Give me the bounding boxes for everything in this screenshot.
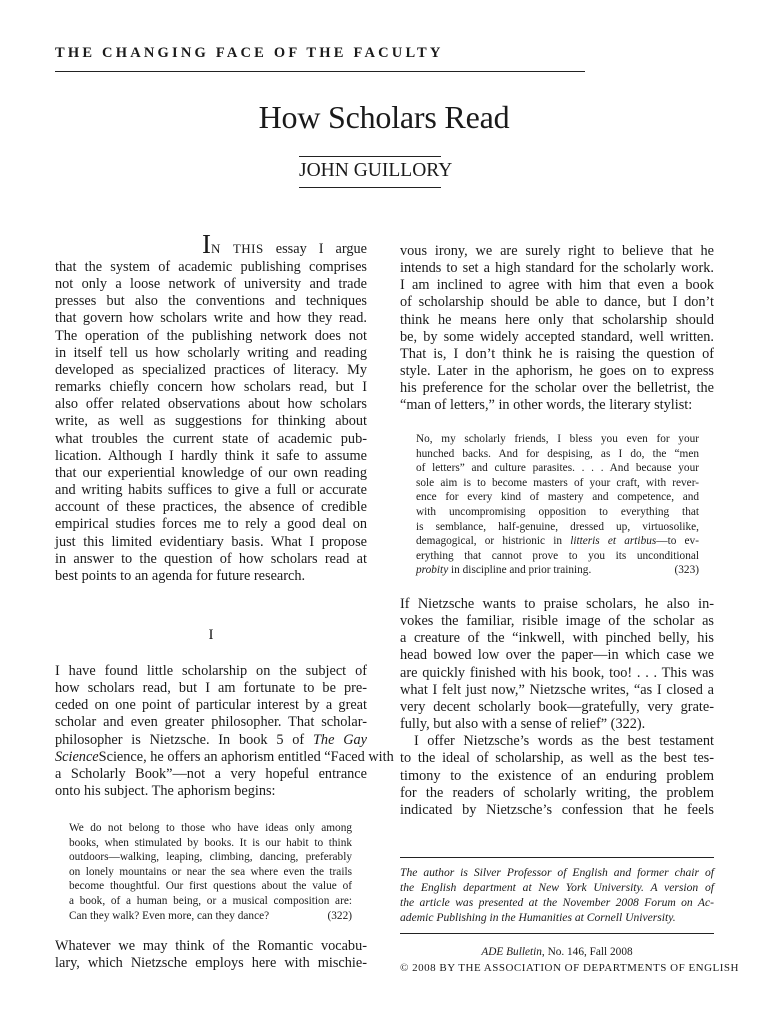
right-bottom-paragraph [400, 596, 714, 819]
paragraph-line: best points to an agenda for future research. [55, 567, 306, 584]
paragraph-line: lication. Although I hardly think it safe to assume [55, 447, 367, 464]
paragraph-line: be, by some widely accepted standard, well written. [400, 328, 714, 345]
intro-first-line [202, 229, 367, 259]
paragraph-line: a Scholarly Book”—not a very hopeful entrance [55, 765, 367, 782]
quote-line: a book, of a human being, or a musical composition are: [69, 894, 352, 907]
quote-line-text: —to ev- [656, 535, 699, 548]
quote-line: sole aim is to become masters of your craft, with rever- [416, 476, 699, 489]
paragraph-line: not only a loose network of university and trade [55, 276, 367, 293]
quote-line: outdoors—walking, leaping, climbing, dancing, preferably [69, 851, 352, 864]
footnote-line: ademic Publishing in the Humanities at Cornell University. [400, 911, 676, 924]
header-rule [55, 71, 585, 72]
paragraph-line: in itself tell us how scholarly writing and reading [55, 344, 367, 361]
paragraph-line: Whatever we may think of the Romantic vocabu- [55, 938, 367, 954]
quote-line-text: in discipline and prior training. [448, 564, 592, 577]
paragraph-line: are quickly finished with his book, too! . . . This was [400, 664, 714, 681]
paragraph-line: head bowed low over the paper—in which case we [400, 647, 714, 664]
paragraph-line: account of these practices, the absence of credible [55, 499, 367, 516]
intro-smallcaps: N THIS [211, 241, 264, 256]
paragraph-line: of scholarship should be able to dance, but I don’t [400, 294, 714, 311]
quote-page-number: (323) [674, 564, 699, 577]
paragraph-line: presses but also the conventions and techniques [55, 293, 367, 310]
quote-line-text: Can they walk? Even more, can they dance? [69, 909, 270, 922]
paragraph-line: that govern how scholars write and how they read. [55, 310, 367, 327]
paragraph-line: think he means here only that scholarship should [400, 311, 714, 328]
paragraph-line: style. Later in the aphorism, he goes on to express [400, 363, 714, 380]
paragraph-line: empirical studies forces me to rely a good deal on [55, 516, 367, 533]
quote-line: become thoughtful. Our first questions about the value of [69, 880, 352, 893]
footnote-line: the English department at New York University. A version of [400, 881, 714, 894]
quote-line [416, 534, 699, 549]
paragraph-line: what I felt just now,” Nietzsche writes, “as I closed a [400, 681, 714, 698]
paragraph-line: remarks chiefly concern how scholars read, but I [55, 379, 367, 396]
right-top-paragraph [400, 243, 714, 415]
italic-word: probity [416, 564, 449, 577]
paragraph-line: just this limited evidentiary basis. What I propose [55, 533, 367, 550]
block-quote [69, 821, 352, 923]
quote-line-text: demagogical, or histrionic in [416, 535, 571, 548]
paragraph-line: The operation of the publishing network does not [55, 327, 367, 344]
paragraph-line: write, as well as suggestions for thinking about [55, 413, 367, 430]
paragraph-line: in answer to the question of how scholars read at [55, 550, 367, 567]
copyright-line: © 2008 BY THE ASSOCIATION OF DEPARTMENTS OF ENGLISH [400, 962, 739, 974]
paragraph-line: “man of letters,” in other words, the literary stylist: [400, 397, 693, 414]
quote-line: is semblance, half-genuine, dressed up, virtuosolike, [416, 520, 699, 533]
section-paragraph [55, 663, 394, 800]
journal-name: ADE Bulletin [481, 946, 542, 958]
paragraph-line: ceded on one point of particular interest by a great [55, 697, 367, 714]
paragraph-line: vokes the familiar, risible image of the scholar as [400, 613, 714, 630]
paragraph-line: I have found little scholarship on the subject of [55, 663, 367, 679]
paragraph-line: to the ideal of scholarship, as well as the best tes- [400, 750, 714, 767]
drop-cap: I [202, 229, 211, 259]
footnote-line: the article was presented at the November 2008 Forum on Ac- [400, 896, 714, 909]
quote-line: on lonely mountains or near the sea where even the trails [69, 865, 352, 878]
quote-line [69, 909, 352, 924]
footnote-rule [400, 933, 714, 934]
paragraph-line: lary, which Nietzsche employs here with mischie- [55, 955, 367, 972]
quote-line: ence for every kind of mastery and competence, and [416, 491, 699, 504]
footnote-rule [400, 857, 714, 858]
quote-line: of letters” and culture parasites. . . . And because your [416, 462, 699, 475]
author-footnote [400, 865, 714, 925]
quote-line: erything that cannot prove to you its unconditional [416, 549, 699, 562]
paragraph-line: vous irony, we are surely right to believe that he [400, 243, 714, 259]
journal-issue: , No. 146, Fall 2008 [541, 946, 633, 958]
intro-first-rest: essay I argue [263, 241, 367, 257]
paragraph-line: that the system of academic publishing comprises [55, 259, 367, 275]
block-quote [416, 432, 699, 578]
paragraph-line: scholar and even greater philosopher. That scholar- [55, 714, 367, 731]
paragraph-line: That is, I don’t think he is raising the question of [400, 345, 714, 362]
paragraph-line: how scholars read, but I am fortunate to be pre- [55, 680, 367, 697]
paragraph-line: fully, but also with a sense of relief” (322). [400, 716, 646, 733]
paragraph-line [55, 748, 394, 766]
paragraph-line: very decent scholarly book—gratefully, very grate- [400, 698, 714, 715]
paragraph-line: that our experiential knowledge of our own reading [55, 464, 367, 481]
quote-page-number: (322) [327, 909, 352, 922]
paragraph-line: I am inclined to agree with him that even a book [400, 277, 714, 294]
paragraph-line: I offer Nietzsche’s words as the best testament [414, 733, 714, 750]
paragraph-line: what troubles the current state of academic pub- [55, 430, 367, 447]
paragraph-line: intends to set a high standard for the scholarly work. [400, 260, 714, 277]
paragraph-line [55, 732, 367, 749]
paragraph-line: indicated by Nietzsche’s confession that he feels [400, 801, 714, 818]
intro-paragraph [55, 259, 367, 585]
paragraph-line: a creature of the “inkwell, with pinched belly, his [400, 630, 714, 647]
paragraph-line: If Nietzsche wants to praise scholars, he also in- [400, 596, 714, 612]
quote-line: No, my scholarly friends, I bless you even for your [416, 433, 699, 445]
article-title: How Scholars Read [258, 99, 510, 135]
paragraph-line: and writing habits suffices to give a full or accurate [55, 482, 367, 499]
book-title: Science [55, 748, 99, 765]
paragraph-line: also offer related observations about how scholars [55, 396, 367, 413]
journal-citation [400, 946, 714, 958]
paragraph-line-text: Science, he offers an aphorism entitled “Faced with [98, 748, 394, 765]
quote-line [416, 563, 699, 578]
quote-line: with uncompromising opposition to everything that [416, 505, 699, 518]
book-title: The Gay [312, 731, 368, 748]
paragraph-line-text: philosopher is Nietzsche. In book 5 of [55, 731, 313, 748]
article-author: JOHN GUILLORY [299, 156, 441, 188]
paragraph-line: onto his subject. The aphorism begins: [55, 783, 276, 800]
paragraph-line: developed as specialized practices of literacy. My [55, 361, 367, 378]
paragraph-line: his preference for the scholar over the belletrist, the [400, 380, 714, 397]
paragraph-line: for the readers of scholarly writing, the problem [400, 784, 714, 801]
quote-line: We do not belong to those who have ideas only among [69, 822, 352, 834]
after-quote-paragraph [55, 938, 367, 972]
running-title: THE CHANGING FACE OF THE FACULTY [55, 45, 444, 61]
footnote-line: The author is Silver Professor of English and former chair of [400, 866, 714, 879]
latin-phrase: litteris et artibus [570, 535, 657, 548]
quote-line: books, when stimulated by books. It is our habit to think [69, 836, 352, 849]
quote-line: hunched backs. And for despising, as I do, the “men [416, 447, 699, 460]
paragraph-line: timony to the existence of an enduring problem [400, 767, 714, 784]
section-heading: I [208, 627, 214, 643]
